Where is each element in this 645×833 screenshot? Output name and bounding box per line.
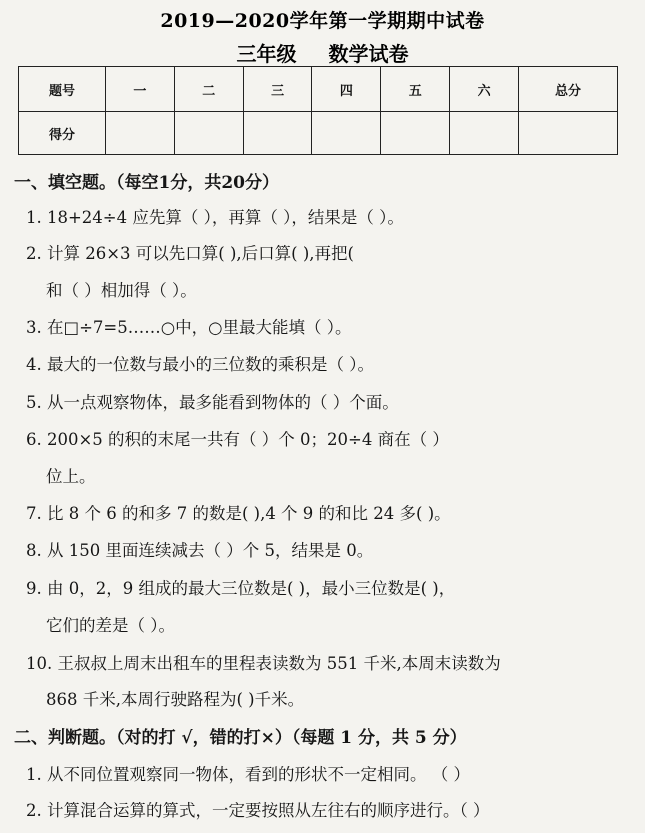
subject-label: 数学试卷 <box>328 42 409 66</box>
score-cell <box>519 112 618 155</box>
question-2: 2. 计算 26×3 可以先口算( ),后口算( ),再把( <box>26 244 354 263</box>
question-10-continued: 868 千米,本周行驶路程为( )千米。 <box>46 690 305 709</box>
grade-label: 三年级 <box>236 42 297 66</box>
score-header-cell: 一 <box>106 67 175 112</box>
question-5: 5. 从一点观察物体，最多能看到物体的（ ）个面。 <box>26 393 399 412</box>
question-9: 9. 由 0，2，9 组成的最大三位数是( )，最小三位数是( )， <box>26 579 456 598</box>
score-cell <box>312 112 381 155</box>
judge-question-2: 2. 计算混合运算的算式，一定要按照从左往右的顺序进行。（ ） <box>26 801 490 820</box>
section1-heading: 一、填空题。（每空1分，共20分） <box>14 173 279 193</box>
score-cell <box>106 112 175 155</box>
score-header-cell: 四 <box>312 67 381 112</box>
question-8: 8. 从 150 里面连续减去（ ）个 5，结果是 0。 <box>26 541 374 560</box>
score-header-cell: 五 <box>381 67 450 112</box>
score-cell <box>450 112 519 155</box>
question-6: 6. 200×5 的积的末尾一共有（ ）个 0；20÷4 商在（ ） <box>26 430 449 449</box>
exam-subtitle <box>0 38 645 67</box>
question-6-continued: 位上。 <box>46 467 96 486</box>
judge-question-1: 1. 从不同位置观察同一物体，看到的形状不一定相同。 （ ） <box>26 765 470 784</box>
section2-heading: 二、判断题。（对的打 √，错的打×）（每题 1 分，共 5 分） <box>14 728 467 748</box>
score-cell <box>381 112 450 155</box>
question-1: 1. 18+24÷4 应先算（ ），再算（ ），结果是（ ）。 <box>26 208 404 227</box>
score-table-header-row <box>19 67 618 112</box>
score-cell <box>174 112 243 155</box>
exam-title: 2019—2020学年第一学期期中试卷 <box>160 10 485 32</box>
question-7: 7. 比 8 个 6 的和多 7 的数是( ),4 个 9 的和比 24 多( )。 <box>26 504 451 523</box>
question-2-continued: 和（ ）相加得（ ）。 <box>46 281 197 300</box>
score-header-cell: 二 <box>174 67 243 112</box>
score-row-label: 得分 <box>19 112 106 155</box>
question-3: 3. 在□÷7=5……○中，○里最大能填（ ）。 <box>26 318 352 337</box>
question-10: 10. 王叔叔上周末出租车的里程表读数为 551 千米,本周末读数为 <box>26 654 501 673</box>
question-4: 4. 最大的一位数与最小的三位数的乘积是（ ）。 <box>26 355 374 374</box>
score-table <box>18 66 618 155</box>
question-9-continued: 它们的差是（ ）。 <box>46 616 175 635</box>
score-cell <box>243 112 312 155</box>
score-header-cell: 三 <box>243 67 312 112</box>
score-header-cell: 题号 <box>19 67 106 112</box>
score-table-score-row <box>19 112 618 155</box>
score-header-cell: 总分 <box>519 67 618 112</box>
score-header-cell: 六 <box>450 67 519 112</box>
